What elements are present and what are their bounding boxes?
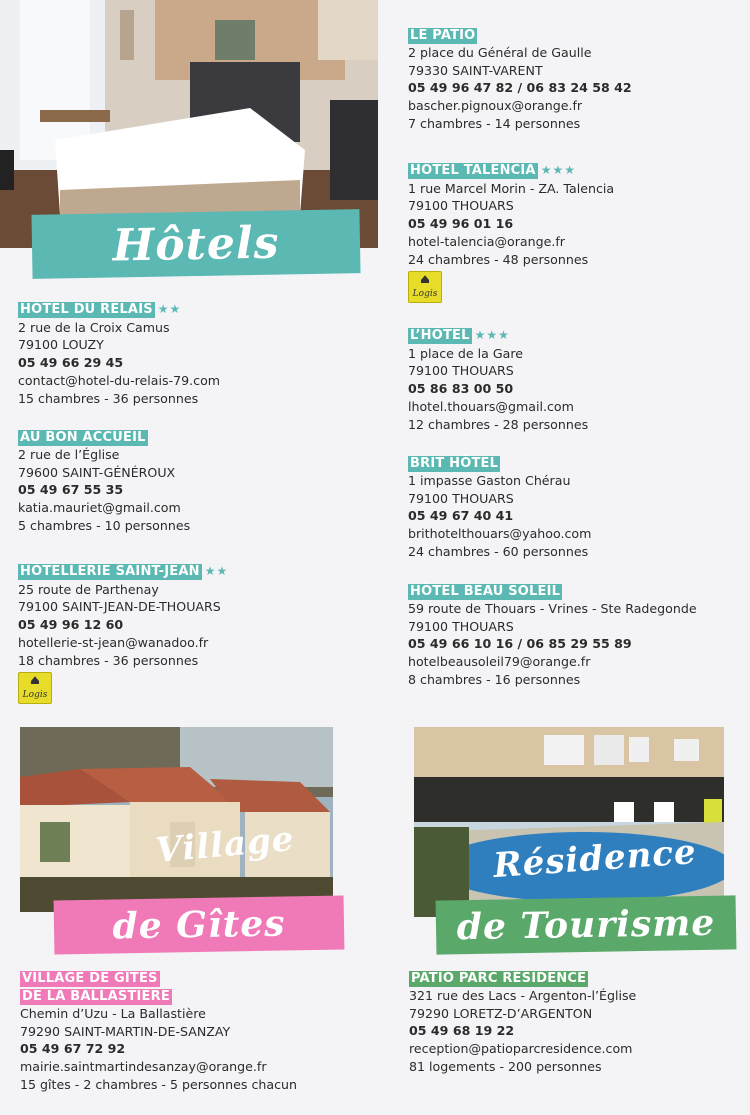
capacity: 81 logements - 200 personnes [409,1058,602,1074]
residence-photo [414,727,724,917]
residence-name: PATIO PARC RÉSIDENCE [411,971,587,986]
email[interactable]: hotelbeausoleil79@orange.fr [408,654,591,670]
logis-logo [18,672,52,704]
email[interactable]: mairie.saintmartindesanzay@orange.fr [20,1059,267,1075]
capacity: 12 chambres - 28 personnes [408,416,589,432]
brit-hotel [408,454,591,561]
city-line: 79100 SAINT-JEAN-DE-THOUARS [18,599,221,615]
logis-logo [408,271,442,303]
email[interactable]: brithotelthouars@yahoo.com [408,526,592,542]
hotels-banner [31,209,360,279]
address-line: 1 place de la Gare [408,345,523,361]
city-line: 79330 SAINT-VARENT [408,62,543,78]
phone[interactable]: 05 49 96 47 82 / 06 83 24 58 42 [408,80,632,96]
le-patio [408,26,632,133]
address-line: 25 route de Parthenay [18,581,159,597]
village-name-1: VILLAGE DE GÎTES [22,971,158,986]
capacity: 24 chambres - 60 personnes [408,543,589,559]
email[interactable]: hotellerie-st-jean@wanadoo.fr [18,634,209,650]
phone[interactable]: 05 86 83 00 50 [408,381,514,397]
hotel-name: HÔTEL DU RELAIS [20,302,153,317]
address-line: 321 rue des Lacs - Argenton-l’Église [409,988,637,1003]
email[interactable]: contact@hotel-du-relais-79.com [18,372,221,388]
logis-roof-icon [421,275,429,283]
au-bon-accueil [18,428,190,535]
star-rating: ★★ [157,302,182,316]
address-line: 2 rue de la Croix Camus [18,319,170,335]
city-line: 79100 THOUARS [408,198,514,214]
village-banner [54,895,345,954]
city-line: 79100 THOUARS [408,618,514,634]
hotel-name: HÔTEL BEAU SOLEIL [410,584,561,599]
hotel-name: BRIT HÔTEL [410,456,499,471]
hotel-name: HÔTELLERIE SAINT-JEAN [20,564,200,579]
phone[interactable]: 05 49 67 55 35 [18,482,124,498]
city-line: 79100 THOUARS [408,490,514,506]
address-line: 2 rue de l’Église [18,447,120,462]
phone[interactable]: 05 49 68 19 22 [409,1023,515,1039]
star-rating: ★★ [204,564,229,578]
logis-roof-icon [31,676,39,684]
capacity: 15 chambres - 36 personnes [18,390,199,406]
star-rating: ★★★ [540,163,576,177]
residence-banner-text-1: Résidence [492,831,698,887]
phone[interactable]: 05 49 66 29 45 [18,355,124,371]
hotel-name: AU BON ACCUEIL [20,430,146,445]
city-line: 79100 LOUZY [18,337,104,353]
hotellerie-saint-jean [18,562,228,704]
hotel-name: HÔTEL TALENCIA [410,163,536,178]
capacity: 15 gîtes - 2 chambres - 5 personnes chacun [20,1076,297,1092]
address-line: 1 rue Marcel Morin - ZA. Talencia [408,180,615,196]
email[interactable]: bascher.pignoux@orange.fr [408,98,583,114]
logis-logo-text: Logis [412,289,438,300]
capacity: 7 chambres - 14 personnes [408,115,581,131]
hotel-du-relais [18,300,220,407]
phone[interactable]: 05 49 96 12 60 [18,617,124,633]
city-line: 79290 LORETZ-D’ARGENTON [409,1005,593,1021]
email[interactable]: hotel-talencia@orange.fr [408,233,565,249]
capacity: 5 chambres - 10 personnes [18,517,191,533]
star-rating: ★★★ [474,328,510,342]
logis-logo-text: Logis [22,690,48,701]
village-banner-text-1: Village [154,819,296,871]
patio-parc-residence-entry [409,969,636,1076]
phone[interactable]: 05 49 96 01 16 [408,216,514,232]
address-line: 1 impasse Gaston Chérau [408,473,571,488]
address-line: 59 route de Thouars - Vrines - Ste Radegonde [408,601,697,616]
hotel-name: L’HÔTEL [410,328,470,343]
email[interactable]: katia.mauriet@gmail.com [18,500,181,516]
hotel-beau-soleil [408,582,697,689]
village-de-gites-entry [20,969,297,1094]
capacity: 24 chambres - 48 personnes [408,251,589,267]
residence-banner-text-2: de Tourisme [456,901,716,949]
address-line: 2 place du Général de Gaulle [408,45,592,60]
email[interactable]: lhotel.thouars@gmail.com [408,398,574,414]
phone[interactable]: 05 49 67 72 92 [20,1041,126,1057]
city-line: 79100 THOUARS [408,363,514,379]
hotel-talencia [408,161,614,303]
hotel-name: LE PATIO [410,28,476,43]
phone[interactable]: 05 49 67 40 41 [408,508,514,524]
residence-banner [436,895,737,954]
city-line: 79600 SAINT-GÉNÉROUX [18,464,176,480]
email[interactable]: reception@patioparcresidence.com [409,1041,633,1057]
capacity: 8 chambres - 16 personnes [408,671,581,687]
address-line: Chemin d’Uzu - La Ballastière [20,1006,206,1021]
village-name-2: DE LA BALLASTIÈRE [22,989,170,1004]
village-banner-text-2: de Gîtes [112,902,286,948]
capacity: 18 chambres - 36 personnes [18,652,199,668]
phone[interactable]: 05 49 66 10 16 / 06 85 29 55 89 [408,636,632,652]
hotels-banner-text: Hôtels [112,217,280,271]
l-hotel [408,326,588,433]
city-line: 79290 SAINT-MARTIN-DE-SANZAY [20,1023,231,1039]
